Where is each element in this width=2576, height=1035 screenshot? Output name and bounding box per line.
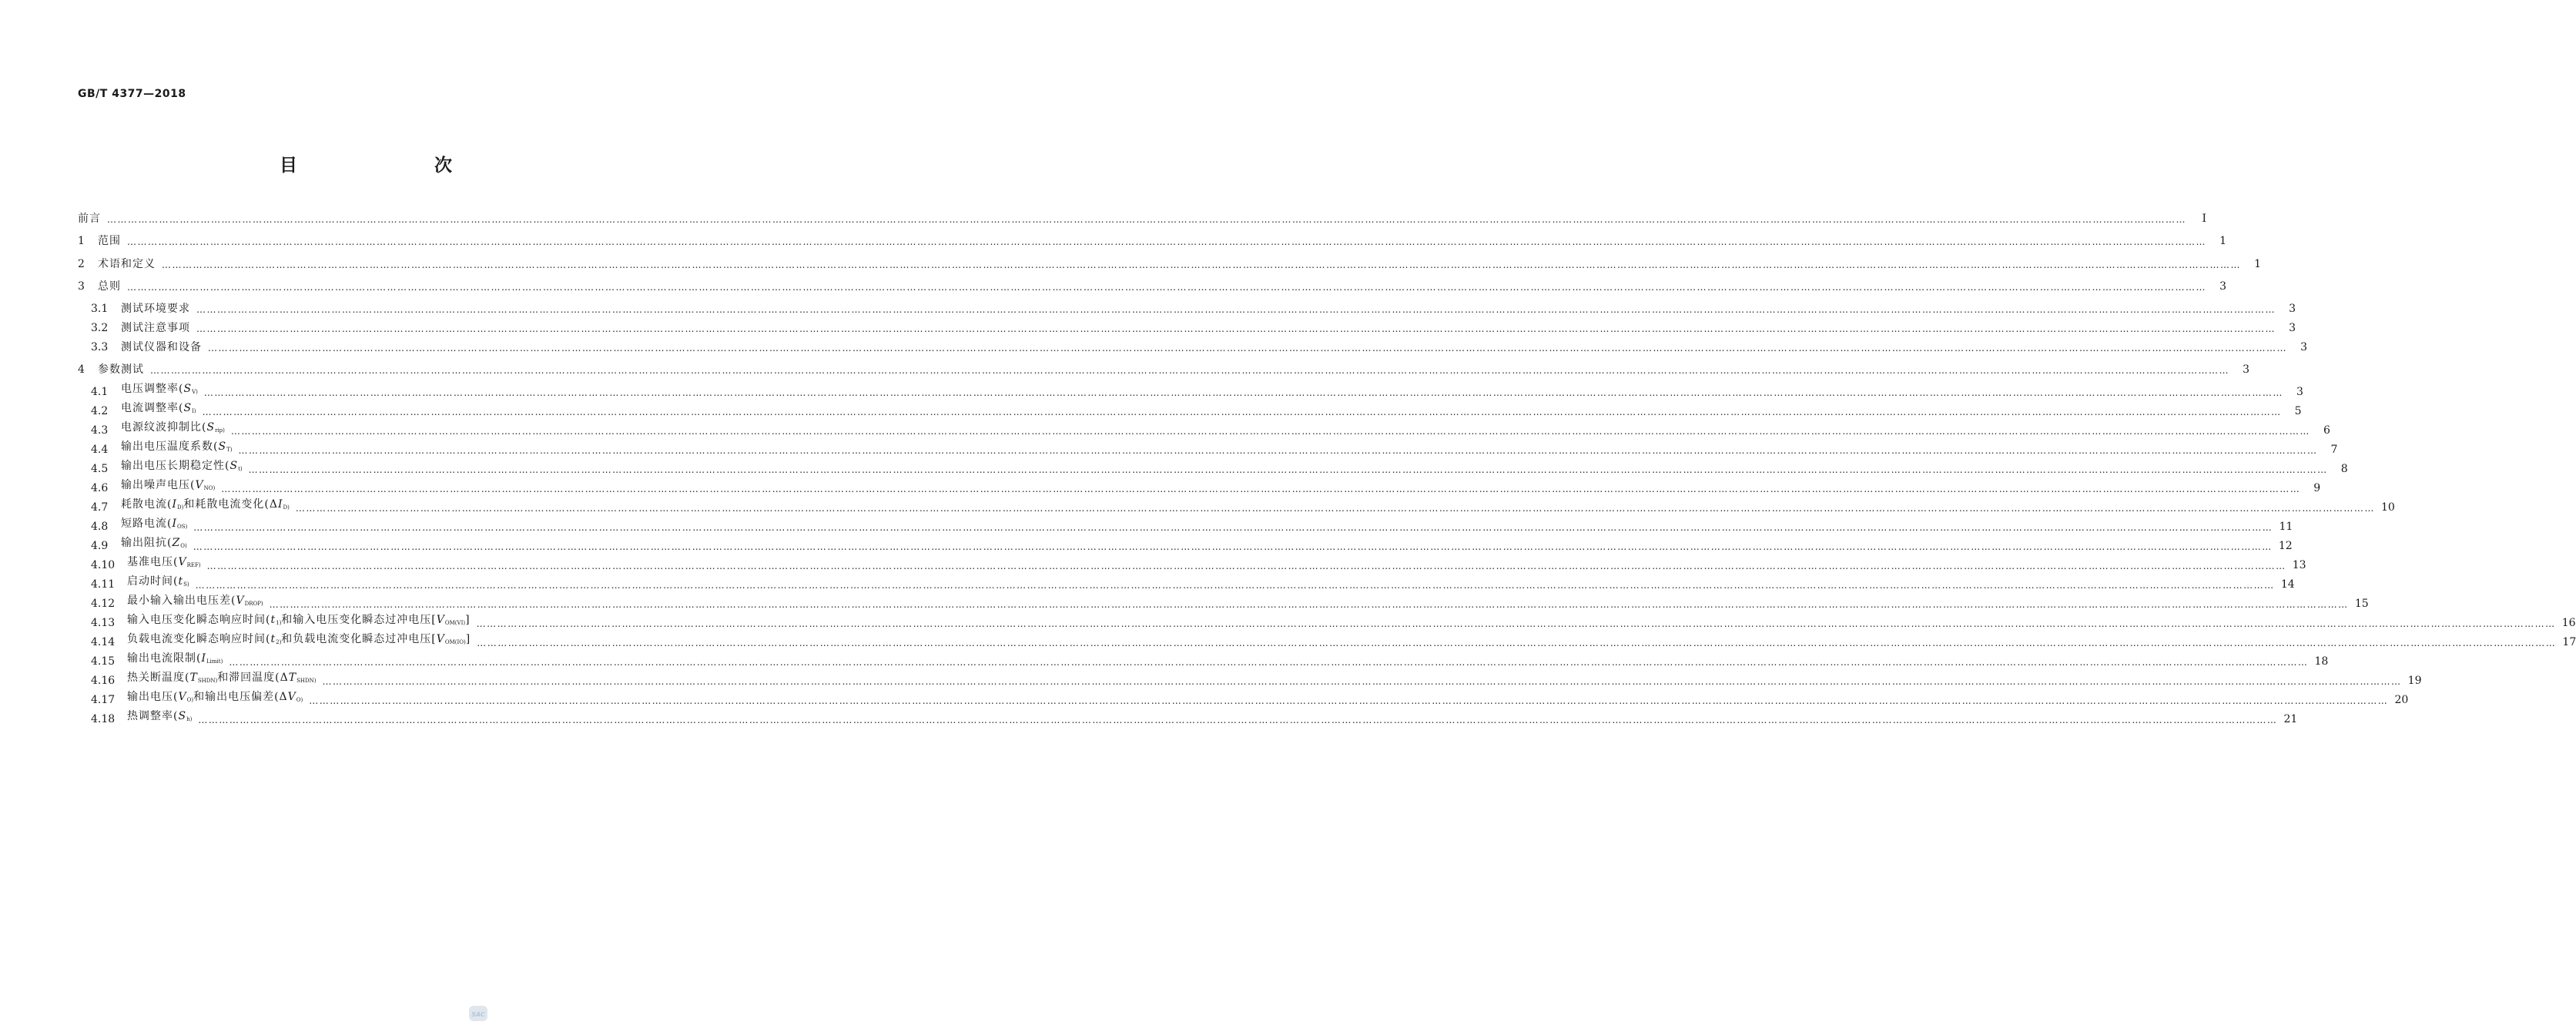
toc-entry-number: 4.3 bbox=[91, 424, 109, 437]
sac-watermark-logo bbox=[468, 1004, 488, 1023]
toc-entry-label: 启动时间($t_{S)}$ bbox=[127, 575, 189, 588]
toc-entry-label: 基准电压($V_{REF)}$ bbox=[127, 556, 201, 568]
toc-entry-label: 最小输入输出电压差($V_{DROP)}$ bbox=[127, 595, 263, 607]
toc-entry-page: 3 bbox=[2219, 280, 2226, 293]
toc-entry-number: 4.11 bbox=[91, 578, 116, 591]
toc-entry-number: 4.12 bbox=[91, 598, 116, 610]
toc-entry-number: 4.1 bbox=[91, 386, 109, 398]
toc-entry[interactable] bbox=[78, 278, 2226, 295]
toc-leader-dots: …………………………………………………………………………………………………………………………………………………………………………………………………………………………………………………………………………………………………………………………………………………………………………………………………………………………………………………………………………………………………………………………………………………… bbox=[193, 541, 2273, 552]
toc-entry-page: 17 bbox=[2562, 636, 2576, 648]
toc-entry-page: 3 bbox=[2289, 322, 2296, 334]
toc-entry[interactable] bbox=[78, 575, 2295, 593]
toc-leader-dots: …………………………………………………………………………………………………………………………………………………………………………………………………………………………………………………………………………………………………………………………………………………………………………………………………………………………………………………………………………………………………………………………………………………… bbox=[309, 695, 2389, 706]
toc-entry-page: 3 bbox=[2289, 303, 2296, 315]
toc-leader-dots: …………………………………………………………………………………………………………………………………………………………………………………………………………………………………………………………………………………………………………………………………………………………………………………………………………………………………………………………………………………………………………………………………………………… bbox=[221, 484, 2301, 494]
toc-leader-dots: …………………………………………………………………………………………………………………………………………………………………………………………………………………………………………………………………………………………………………………………………………………………………………………………………………………………………………………………………………………………………………………………………………………… bbox=[229, 657, 2309, 668]
toc-leader-dots: …………………………………………………………………………………………………………………………………………………………………………………………………………………………………………………………………………………………………………………………………………………………………………………………………………………………………………………………………………………………………………………………………………………… bbox=[238, 445, 2318, 456]
toc-entry-number: 4.9 bbox=[91, 540, 109, 552]
toc-entry-page: Ⅰ bbox=[2202, 213, 2206, 225]
toc-entry[interactable] bbox=[78, 402, 2302, 420]
toc-entry-number: 2 bbox=[78, 258, 85, 270]
toc-entry[interactable] bbox=[78, 691, 2409, 708]
toc-entry-label: 输出电流限制($I_{Limit)}$ bbox=[127, 652, 223, 665]
toc-leader-dots: …………………………………………………………………………………………………………………………………………………………………………………………………………………………………………………………………………………………………………………………………………………………………………………………………………………………………………………………………………………………………………………………………………………… bbox=[107, 214, 2186, 225]
toc-entry-page: 3 bbox=[2243, 363, 2249, 376]
toc-entry[interactable] bbox=[78, 210, 2206, 227]
toc-entry[interactable] bbox=[78, 460, 2348, 477]
toc-entry-page: 21 bbox=[2283, 713, 2298, 725]
toc-entry-page: 3 bbox=[2296, 386, 2303, 398]
toc-entry[interactable] bbox=[78, 383, 2303, 400]
toc-entry-label: 输入电压变化瞬态响应时间($t_{1)}$和输入电压变化瞬态过冲电压$[V_{OM(VI)}]$ bbox=[127, 614, 471, 626]
toc-entry-label: 电源纹波抑制比($S_{rip)}$ bbox=[121, 421, 225, 434]
toc-entry[interactable] bbox=[78, 498, 2395, 516]
toc-entry-number: 4.2 bbox=[91, 405, 109, 417]
toc-entry-number: 4.17 bbox=[91, 694, 116, 706]
toc-entry-page: 1 bbox=[2254, 258, 2261, 270]
toc-entry-label: 电流调整率($S_{I)}$ bbox=[121, 402, 196, 414]
toc-entry[interactable] bbox=[78, 672, 2422, 689]
toc-entry-page: 10 bbox=[2380, 501, 2395, 514]
toc-entry[interactable] bbox=[78, 233, 2226, 250]
toc-entry-page: 6 bbox=[2323, 424, 2330, 437]
svg-text:SAC: SAC bbox=[471, 1011, 485, 1018]
toc-entry-page: 12 bbox=[2278, 540, 2293, 552]
toc-entry-page: 20 bbox=[2394, 694, 2409, 706]
toc-entry[interactable] bbox=[78, 256, 2261, 273]
toc-entry-label: 测试注意事项 bbox=[121, 322, 190, 334]
toc-entry[interactable] bbox=[78, 595, 2369, 612]
toc-entry[interactable] bbox=[78, 421, 2330, 439]
toc-leader-dots: …………………………………………………………………………………………………………………………………………………………………………………………………………………………………………………………………………………………………………………………………………………………………………………………………………………………………………………………………………………………………………………………………………………… bbox=[127, 282, 2206, 293]
toc-entry[interactable] bbox=[78, 633, 2576, 651]
toc-leader-dots: …………………………………………………………………………………………………………………………………………………………………………………………………………………………………………………………………………………………………………………………………………………………………………………………………………………………………………………………………………………………………………………………………………………… bbox=[202, 407, 2282, 417]
toc-entry-page: 8 bbox=[2340, 463, 2348, 475]
toc-leader-dots: …………………………………………………………………………………………………………………………………………………………………………………………………………………………………………………………………………………………………………………………………………………………………………………………………………………………………………………………………………………………………………………………………………………… bbox=[206, 561, 2286, 571]
toc-entry-number: 3.2 bbox=[91, 322, 109, 334]
toc-leader-dots: …………………………………………………………………………………………………………………………………………………………………………………………………………………………………………………………………………………………………………………………………………………………………………………………………………………………………………………………………………………………………………………………………………………… bbox=[195, 580, 2275, 591]
toc-entry-page: 7 bbox=[2330, 444, 2338, 456]
toc-entry-number: 4.4 bbox=[91, 444, 109, 456]
toc-entry-label: 负载电流变化瞬态响应时间($t_{2)}$和负载电流变化瞬态过冲电压$[V_{OM(IO)}]$ bbox=[127, 633, 471, 645]
toc-entry-page: 18 bbox=[2314, 655, 2329, 668]
toc-leader-dots: …………………………………………………………………………………………………………………………………………………………………………………………………………………………………………………………………………………………………………………………………………………………………………………………………………………………………………………………………………………………………………………………………………………… bbox=[322, 676, 2402, 687]
standard-code: GB/T 4377—2018 bbox=[78, 88, 186, 100]
toc-entry-number: 3.3 bbox=[91, 341, 109, 353]
toc-entry-label: 输出阻抗($Z_{O)}$ bbox=[121, 537, 187, 549]
toc-entry-label: 总则 bbox=[98, 280, 121, 293]
toc-entry-label: 电压调整率($S_{V)}$ bbox=[121, 383, 198, 395]
toc-leader-dots: …………………………………………………………………………………………………………………………………………………………………………………………………………………………………………………………………………………………………………………………………………………………………………………………………………………………………………………………………………………………………………………………………………………… bbox=[198, 715, 2278, 725]
toc-entry[interactable] bbox=[78, 300, 2296, 317]
toc-entry[interactable] bbox=[78, 518, 2293, 535]
toc-entry[interactable] bbox=[78, 479, 2321, 497]
toc-entry-number: 4.18 bbox=[91, 713, 116, 725]
toc-leader-dots: …………………………………………………………………………………………………………………………………………………………………………………………………………………………………………………………………………………………………………………………………………………………………………………………………………………………………………………………………………………………………………………………………………………… bbox=[196, 304, 2276, 315]
toc-entry-page: 9 bbox=[2313, 482, 2321, 494]
toc-entry[interactable] bbox=[78, 710, 2298, 728]
toc-entry-label: 输出电压长期稳定性($S_{t)}$ bbox=[121, 460, 243, 472]
toc-entry-page: 1 bbox=[2219, 235, 2226, 247]
toc-leader-dots: …………………………………………………………………………………………………………………………………………………………………………………………………………………………………………………………………………………………………………………………………………………………………………………………………………………………………………………………………………………………………………………………………………………… bbox=[162, 260, 2241, 270]
toc-entry-number: 4.13 bbox=[91, 617, 116, 629]
toc-entry-label: 输出电压($V_{O)}$和输出电压偏差($\Delta V_{O)}$ bbox=[127, 691, 303, 703]
toc-entry-page: 19 bbox=[2407, 675, 2422, 687]
toc-entry-number: 4.5 bbox=[91, 463, 109, 475]
toc-entry[interactable] bbox=[78, 339, 2307, 356]
toc-leader-dots: …………………………………………………………………………………………………………………………………………………………………………………………………………………………………………………………………………………………………………………………………………………………………………………………………………………………………………………………………………………………………………………………………………………… bbox=[196, 323, 2276, 334]
toc-entry-label: 测试仪器和设备 bbox=[121, 341, 202, 353]
toc-entry-label: 术语和定义 bbox=[98, 258, 156, 270]
toc-leader-dots: …………………………………………………………………………………………………………………………………………………………………………………………………………………………………………………………………………………………………………………………………………………………………………………………………………………………………………………………………………………………………………………………………………………… bbox=[203, 387, 2283, 398]
toc-entry-page: 14 bbox=[2280, 578, 2295, 591]
toc-entry-number: 4.10 bbox=[91, 559, 116, 571]
toc-entry-number: 4.14 bbox=[91, 636, 116, 648]
toc-entry-number: 4.7 bbox=[91, 501, 109, 514]
toc-leader-dots: …………………………………………………………………………………………………………………………………………………………………………………………………………………………………………………………………………………………………………………………………………………………………………………………………………………………………………………………………………………………………………………………………………………… bbox=[230, 426, 2310, 437]
toc-leader-dots: …………………………………………………………………………………………………………………………………………………………………………………………………………………………………………………………………………………………………………………………………………………………………………………………………………………………………………………………………………………………………………………………………………………… bbox=[248, 464, 2328, 475]
toc-entry[interactable] bbox=[78, 440, 2338, 458]
toc-entry[interactable] bbox=[78, 652, 2329, 670]
toc-leader-dots: …………………………………………………………………………………………………………………………………………………………………………………………………………………………………………………………………………………………………………………………………………………………………………………………………………………………………………………………………………………………………………………………………………………… bbox=[193, 522, 2273, 533]
toc-entry-label: 耗散电流($I_{D)}$和耗散电流变化($\Delta I_{D)}$ bbox=[121, 498, 290, 511]
toc-entry[interactable] bbox=[78, 556, 2306, 574]
toc-entry-number: 1 bbox=[78, 235, 85, 247]
toc-entry-page: 15 bbox=[2354, 598, 2369, 610]
toc-leader-dots: …………………………………………………………………………………………………………………………………………………………………………………………………………………………………………………………………………………………………………………………………………………………………………………………………………………………………………………………………………………………………………………………………………………… bbox=[150, 365, 2229, 376]
toc-entry-number: 4.8 bbox=[91, 521, 109, 533]
toc-entry-label: 短路电流($I_{OS)}$ bbox=[121, 518, 188, 530]
toc-entry-label: 热关断温度($T_{SHDN)}$和滞回温度($\Delta T_{SHDN)}$ bbox=[127, 672, 317, 684]
toc-entry-number: 3.1 bbox=[91, 303, 109, 315]
toc-leader-dots: …………………………………………………………………………………………………………………………………………………………………………………………………………………………………………………………………………………………………………………………………………………………………………………………………………………………………………………………………………………………………………………………………………………… bbox=[295, 503, 2375, 514]
toc-entry-number: 4.6 bbox=[91, 482, 109, 494]
toc-leader-dots: …………………………………………………………………………………………………………………………………………………………………………………………………………………………………………………………………………………………………………………………………………………………………………………………………………………………………………………………………………………………………………………………………………………… bbox=[477, 638, 2557, 648]
toc-entry-number: 4.16 bbox=[91, 675, 116, 687]
toc-entry-label: 输出噪声电压($V_{NO)}$ bbox=[121, 479, 216, 491]
toc-entry-label: 前言 bbox=[78, 213, 101, 225]
toc-entry-label: 输出电压温度系数($S_{T)}$ bbox=[121, 440, 233, 453]
toc-entry-label: 热调整率($S_{h)}$ bbox=[127, 710, 193, 722]
toc-entry-page: 16 bbox=[2561, 617, 2576, 629]
toc-entry[interactable] bbox=[78, 537, 2293, 554]
toc-entry[interactable] bbox=[78, 614, 2576, 631]
toc-entry-number: 3 bbox=[78, 280, 85, 293]
page-title: 目 次 bbox=[280, 156, 486, 176]
toc-leader-dots: …………………………………………………………………………………………………………………………………………………………………………………………………………………………………………………………………………………………………………………………………………………………………………………………………………………………………………………………………………………………………………………………………………………… bbox=[269, 599, 2349, 610]
toc-entry-page: 11 bbox=[2279, 521, 2293, 533]
toc-entry-label: 参数测试 bbox=[98, 363, 144, 376]
toc-entry-page: 5 bbox=[2294, 405, 2302, 417]
toc-entry[interactable] bbox=[78, 320, 2296, 337]
toc-entry[interactable] bbox=[78, 361, 2249, 378]
toc-leader-dots: …………………………………………………………………………………………………………………………………………………………………………………………………………………………………………………………………………………………………………………………………………………………………………………………………………………………………………………………………………………………………………………………………………………… bbox=[127, 236, 2206, 247]
toc-entry-number: 4.15 bbox=[91, 655, 116, 668]
toc-entry-label: 测试环境要求 bbox=[121, 303, 190, 315]
toc-entry-label: 范围 bbox=[98, 235, 121, 247]
toc-entry-number: 4 bbox=[78, 363, 85, 376]
toc-entry-page: 13 bbox=[2292, 559, 2306, 571]
toc-leader-dots: …………………………………………………………………………………………………………………………………………………………………………………………………………………………………………………………………………………………………………………………………………………………………………………………………………………………………………………………………………………………………………………………………………………… bbox=[476, 618, 2556, 629]
toc-entry-page: 3 bbox=[2300, 341, 2307, 353]
toc-leader-dots: …………………………………………………………………………………………………………………………………………………………………………………………………………………………………………………………………………………………………………………………………………………………………………………………………………………………………………………………………………………………………………………………………………………… bbox=[208, 343, 2287, 353]
